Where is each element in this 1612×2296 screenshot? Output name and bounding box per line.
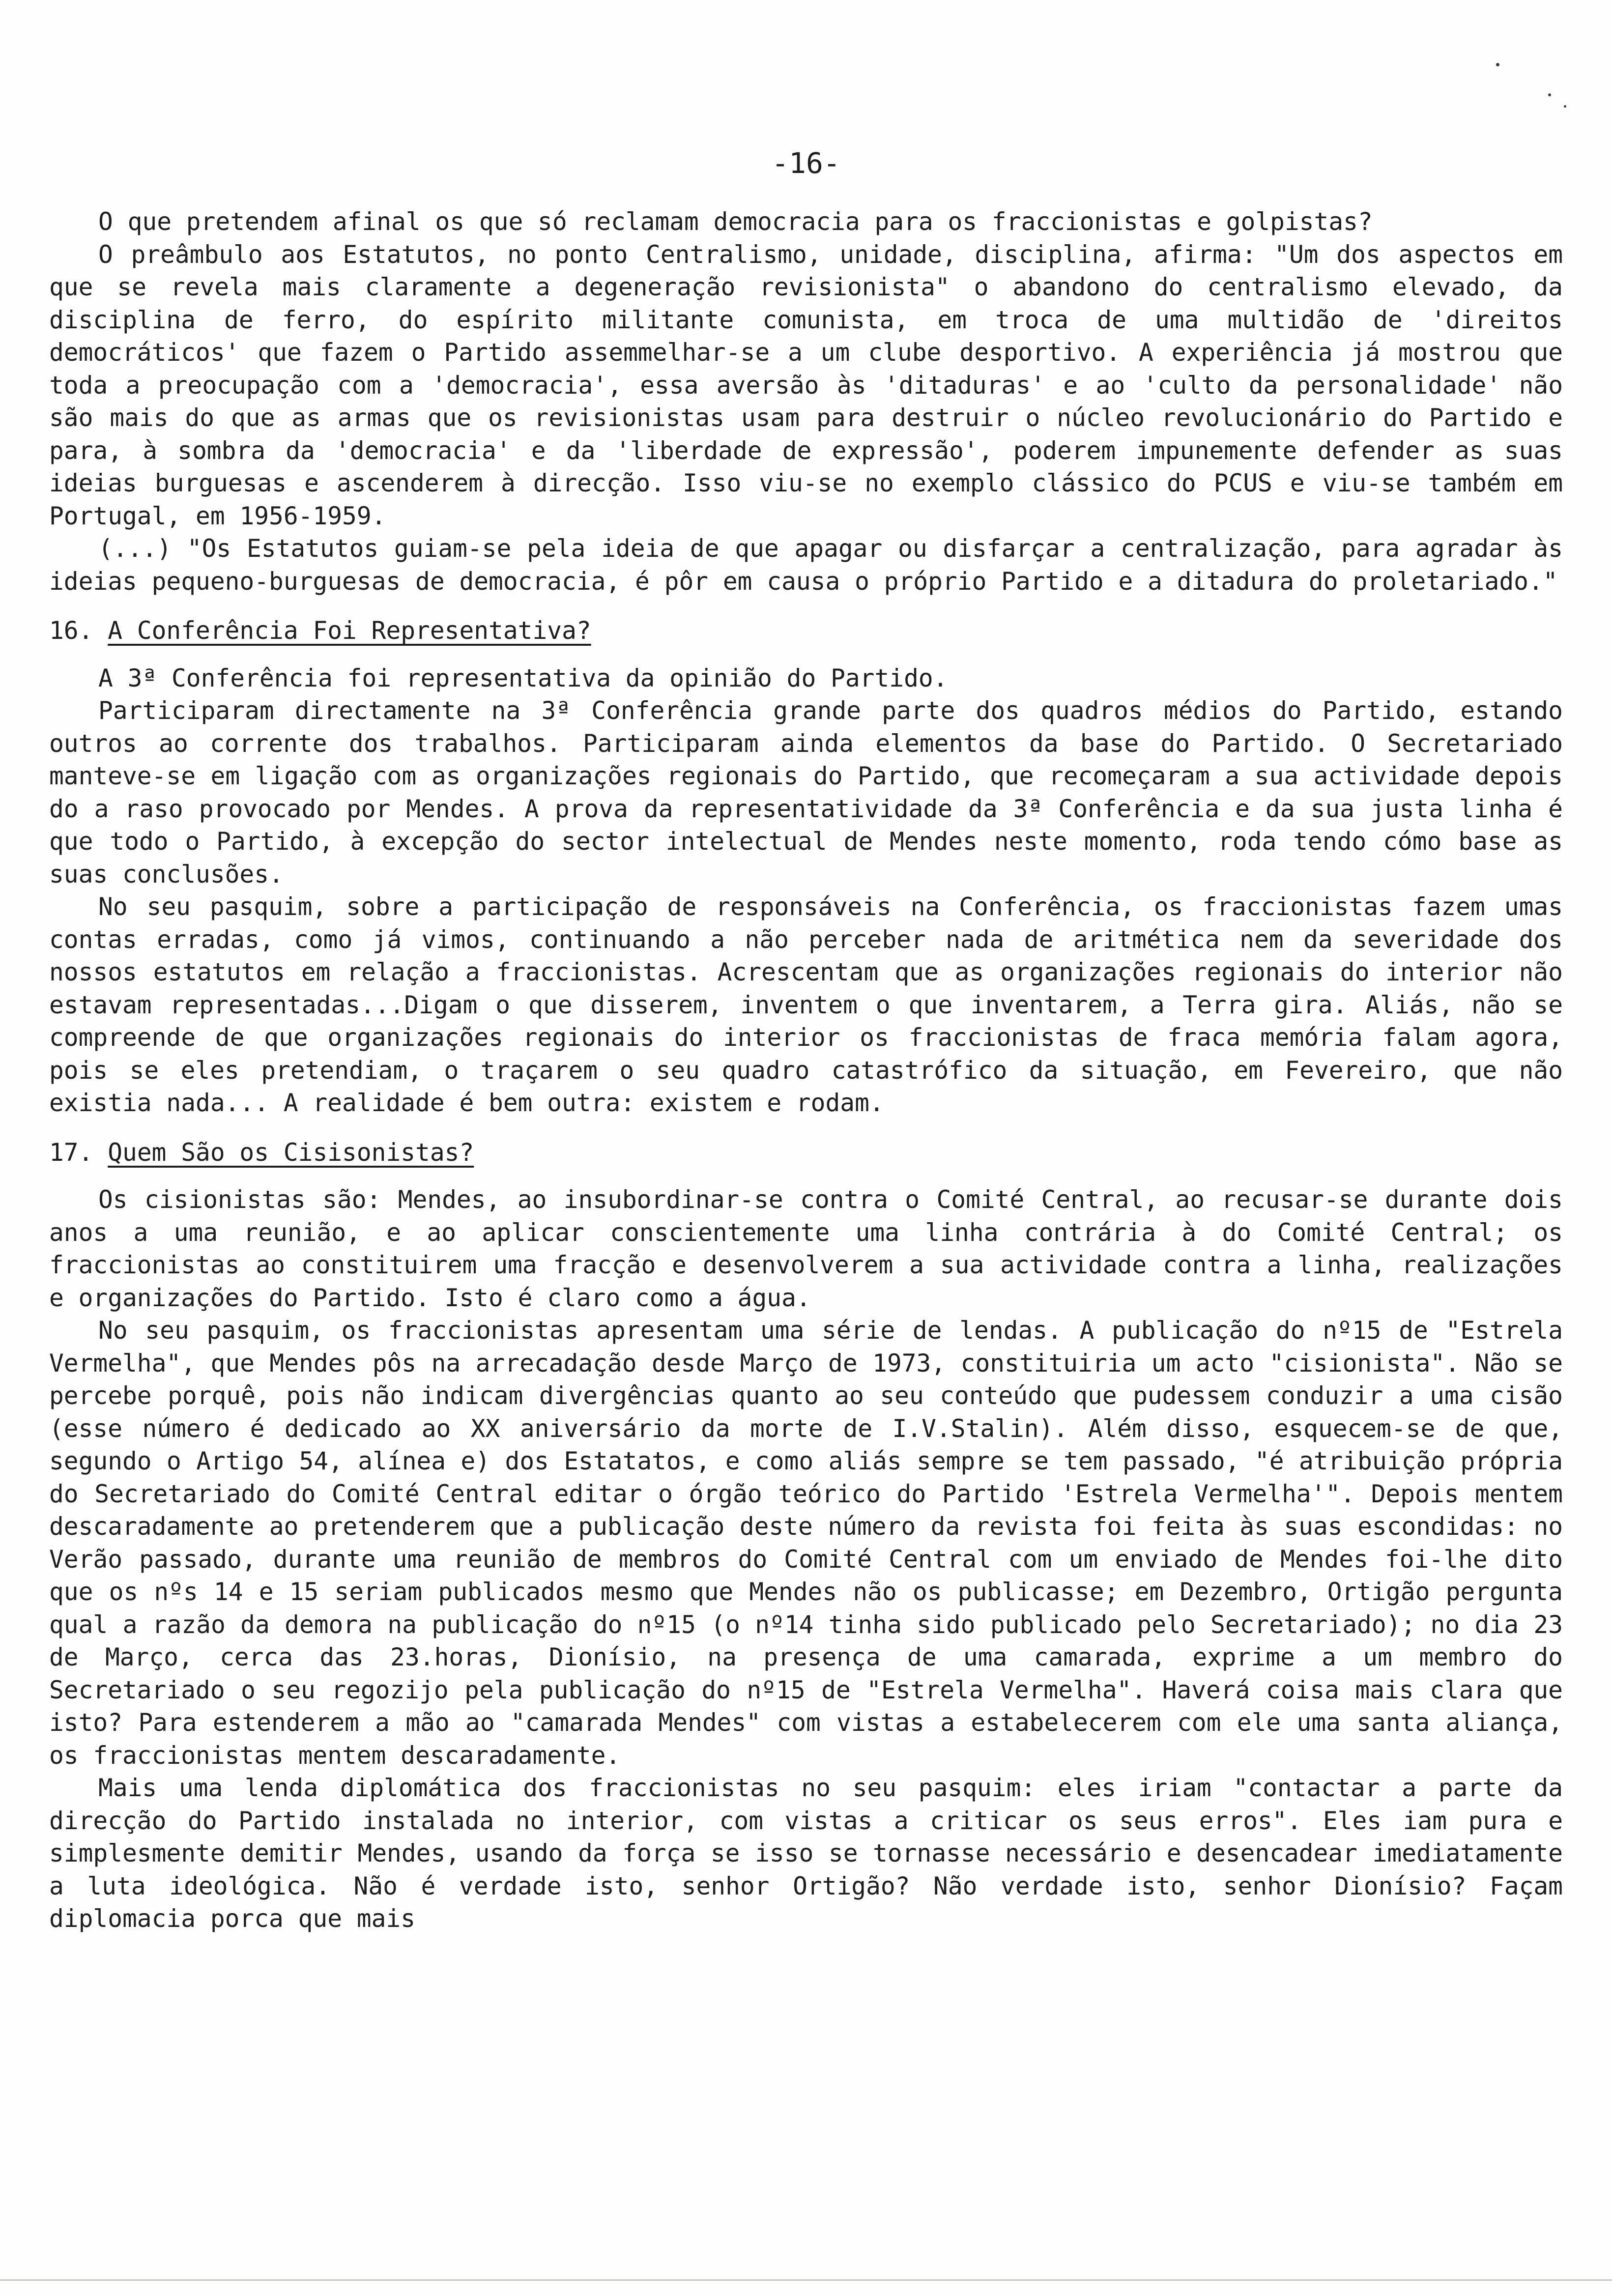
paragraph-pasquim-accounts: No seu pasquim, sobre a participação de responsáveis na Conferência, os fraccionistas fazem umas contas erradas, como já vimos, continuando a não perceber nada de aritmética nem da severidade dos nossos estatutos em relação a fraccionistas. Acrescentam que as organizações regionais do interior não estavam representadas...Digam o que disserem, inventem o que inventarem, a Terra gira. Aliás, não se compreende de que organizações regionais do interior os fraccionistas de fraca memória falam agora, pois se eles pretendiam, o traçarem o seu quadro catastrófico da situação, em Fevereiro, que não existia nada... A realidade é bem outra: existem e rodam.	[49, 892, 1563, 1117]
section-title: A Conferência Foi Representativa?	[108, 616, 591, 645]
scan-speck	[1496, 63, 1499, 66]
paragraph-who-are-cisionists: Os cisionistas são: Mendes, ao insubordinar-se contra o Comité Central, ao recusar-se durante dois anos a uma reunião, e ao aplicar conscientemente uma linha contrária à do Comité Central; os fraccionistas ao constituirem uma fracção e desenvolverem a sua actividade contra a linha, realizações e organizações do Partido. Isto é claro como a água.	[49, 1185, 1563, 1312]
paragraph-democracy-question: O que pretendem afinal os que só reclamam democracia para os fraccionistas e golpistas?	[98, 207, 1373, 236]
scan-edge-line	[0, 2279, 1612, 2281]
scan-speck	[1548, 93, 1551, 96]
section-number: 17.	[49, 1138, 93, 1167]
scan-speck	[1564, 105, 1566, 108]
paragraph-conference-representative: A 3ª Conferência foi representativa da opinião do Partido.	[98, 663, 948, 692]
document-body	[49, 205, 1563, 1935]
section-title: Quem São os Cisisonistas?	[108, 1138, 474, 1167]
paragraph-diplomatic-legend: Mais uma lenda diplomática dos fraccionistas no seu pasquim: eles iriam "contactar a parte da direcção do Partido instalada no interior, com vistas a criticar os seus erros". Eles iam pura e simplesmente demitir Mendes, usando da força se isso se tornasse necessário e desencadear imediatamente a luta ideológica. Não é verdade isto, senhor Ortigão? Não verdade isto, senhor Dionísio? Façam diplomacia porca que mais	[49, 1774, 1563, 1933]
paragraph-statutes-preamble: O preâmbulo aos Estatutos, no ponto Centralismo, unidade, disciplina, afirma: "Um dos aspectos em que se revela mais claramente a degeneração revisionista" o abandono do centralismo elevado, da disciplina de ferro, do espírito militante comunista, em troca de uma multidão de 'direitos democráticos' que fazem o Partido assemmelhar-se a um clube desportivo. A experiência já mostrou que toda a preocupação com a 'democracia', essa aversão às 'ditaduras' e ao 'culto da personalidade' não são mais do que as armas que os revisionistas usam para destruir o núcleo revolucionário do Partido e para, à sombra da 'democracia' e da 'liberdade de expressão', poderem impunemente defender as suas ideias burguesas e ascenderem à direcção. Isso viu-se no exemplo clássico do PCUS e viu-se também em Portugal, em 1956-1959.	[49, 240, 1563, 530]
page-number: -16-	[772, 146, 840, 180]
paragraph-estrela-vermelha: No seu pasquim, os fraccionistas apresentam uma série de lendas. A publicação do nº15 de "Estrela Vermelha", que Mendes pôs na arrecadação desde Março de 1973, constituiria um acto "cisionista". Não se percebe porquê, pois não indicam divergências quanto ao seu conteúdo que pudessem conduzir a uma cisão (esse número é dedicado ao XX aniversário da morte de I.V.Stalin). Além disso, esquecem-se de que, segundo o Artigo 54, alínea e) dos Estatatos, e como aliás sempre se tem passado, "é atribuição própria do Secretariado do Comité Central editar o órgão teórico do Partido 'Estrela Vermelha'". Depois mentem descaradamente ao pretenderem que a publicação deste número da revista foi feita às suas escondidas: no Verão passado, durante uma reunião de membros do Comité Central com um enviado de Mendes foi-lhe dito que os nºs 14 e 15 seriam publicados mesmo que Mendes não os publicasse; em Dezembro, Ortigão pergunta qual a razão da demora na publicação do nº15 (o nº14 tinha sido publicado pelo Secretariado); no dia 23 de Março, cerca das 23.horas, Dionísio, na presença de uma camarada, exprime a um membro do Secretariado o seu regozijo pela publicação do nº15 de "Estrela Vermelha". Haverá coisa mais clara que isto? Para estenderem a mão ao "camarada Mendes" com vistas a estabelecerem com ele uma santa aliança, os fraccionistas mentem descaradamente.	[49, 1316, 1563, 1770]
section-heading-16	[49, 614, 1563, 647]
paragraph-statutes-quote: (...) "Os Estatutos guiam-se pela ideia de que apagar ou disfarçar a centralização, para agradar às ideias pequeno-burguesas de democracia, é pôr em causa o próprio Partido e a ditadura do proletariado."	[49, 534, 1563, 596]
section-heading-17	[49, 1136, 1563, 1169]
paragraph-conference-participants: Participaram directamente na 3ª Conferência grande parte dos quadros médios do Partido, estando outros ao corrente dos trabalhos. Participaram ainda elementos da base do Partido. O Secretariado manteve-se em ligação com as organizações regionais do Partido, que recomeçaram a sua actividade depois do a raso provocado por Mendes. A prova da representatividade da 3ª Conferência e da sua justa linha é que todo o Partido, à excepção do sector intelectual de Mendes neste momento, roda tendo cómo base as suas conclusões.	[49, 696, 1563, 889]
section-number: 16.	[49, 616, 93, 645]
